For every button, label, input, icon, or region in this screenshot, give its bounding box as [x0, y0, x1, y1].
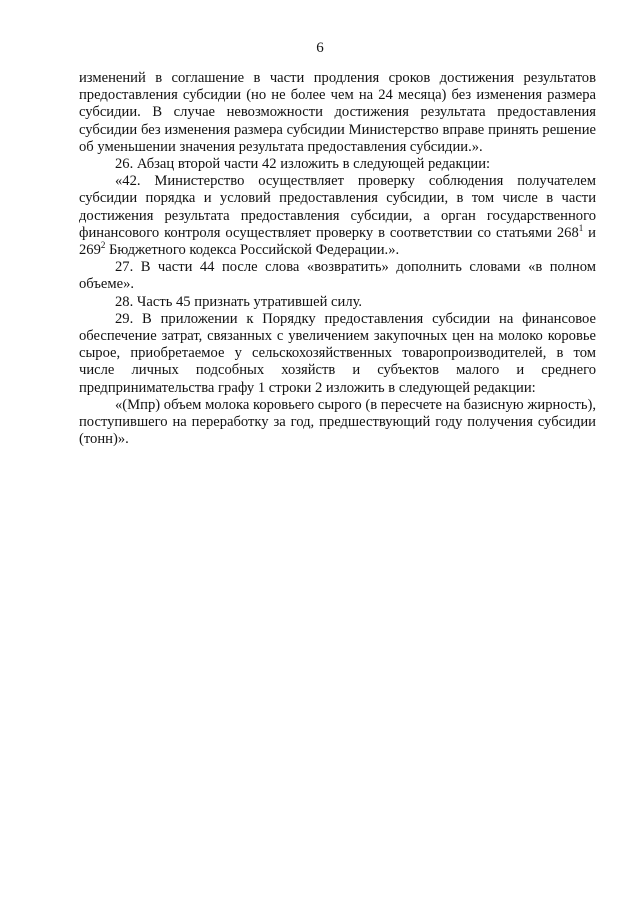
paragraph-continuation: изменений в соглашение в части продления сроков достижения результатов предоставления субсидии (но не более чем на 24 месяца) без изменения размера субсидии. В случае невозможности достижения результата предоставления субсидии без изменения размера субсидии Министерство вправе принять решение об уменьшении значения результата предоставления субсидии.».	[79, 70, 596, 155]
superscript-2: 2	[100, 240, 106, 251]
page-number: 6	[316, 40, 324, 56]
paragraph-item-28: 28. Часть 45 признать утратившей силу.	[115, 293, 363, 310]
paragraph-part-42-text	[79, 173, 596, 259]
paragraph-item-29: 29. В приложении к Порядку предоставления субсидии на финансовое обеспечение затрат, связанных с увеличением закупочных цен на молоко коровье сырое, приобретаемое у сельскохозяйственных товаропроизводителей, в том числе личных подсобных хозяйств и субъектов малого и среднего предпринимательства графу 1 строки 2 изложить в следующей редакции:	[79, 310, 596, 396]
document-body	[79, 70, 596, 448]
paragraph-item-27: 27. В части 44 после слова «возвратить» дополнить словами «в полном объеме».	[79, 259, 596, 293]
paragraph-item-29-quote: «(Мпр) объем молока коровьего сырого (в пересчете на базисную жирность), поступившего на переработку за год, предшествующий году получения субсидии (тонн)».	[79, 396, 596, 448]
part-42-text-before: «42. Министерство осуществляет проверку соблюдения получателем субсидии порядка и условий предоставления субсидии, в том числе в части достижения результата предоставления субсидии, а орган государственного финансового контроля осуществляет проверку в соответствии со статьями 268	[79, 173, 596, 241]
part-42-text-after: Бюджетного кодекса Российской Федерации.».	[105, 242, 400, 259]
part-42-text-middle: и 269	[79, 224, 596, 259]
paragraph-item-26: 26. Абзац второй части 42 изложить в следующей редакции:	[115, 156, 491, 173]
superscript-1: 1	[578, 222, 584, 233]
